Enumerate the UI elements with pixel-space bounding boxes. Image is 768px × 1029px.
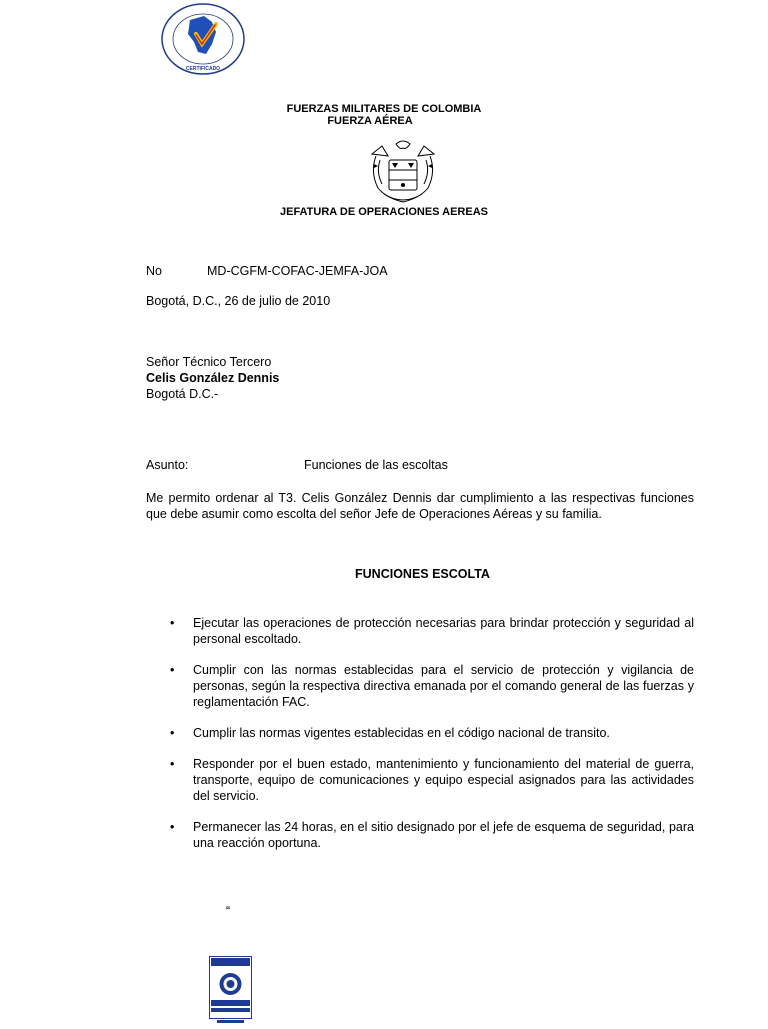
reference-number: MD-CGFM-COFAC-JEMFA-JOA — [207, 264, 388, 278]
branch-name: FUERZA AÉREA — [327, 115, 413, 127]
bullet-icon: • — [170, 726, 175, 740]
recipient-rank: Señor Técnico Tercero — [146, 355, 272, 369]
reference-label: No — [146, 264, 162, 278]
list-item — [170, 756, 694, 804]
letter-date: Bogotá, D.C., 26 de julio de 2010 — [146, 294, 331, 308]
bullet-icon: • — [170, 663, 175, 677]
section-title: FUNCIONES ESCOLTA — [355, 567, 490, 581]
function-text: Cumplir con las normas establecidas para el servicio de protección y vigilancia de personas, según la respectiva directiva emanada por el comando general de las fuerzas y reglamentación FAC. — [193, 663, 694, 709]
list-item — [170, 819, 694, 851]
subject-value: Funciones de las escoltas — [304, 458, 448, 472]
recipient-name: Celis González Dennis — [146, 371, 280, 385]
bullet-icon: • — [170, 757, 175, 771]
bullet-icon: • — [170, 616, 175, 630]
svg-text:CERTIFICADO: CERTIFICADO — [185, 66, 221, 72]
recipient-city: Bogotá D.C.- — [146, 387, 219, 401]
subject-label: Asunto: — [146, 458, 189, 472]
department-name: JEFATURA DE OPERACIONES AEREAS — [279, 206, 488, 218]
function-text: Responder por el buen estado, mantenimiento y funcionamiento del material de guerra, transporte, equipo de comunicaciones y equipo especial asignados para las actividades del servicio. — [193, 757, 694, 803]
function-text: Permanecer las 24 horas, en el sitio designado por el jefe de esquema de seguridad, para una reacción oportuna. — [193, 820, 694, 850]
list-item — [170, 662, 694, 710]
institution-name: FUERZAS MILITARES DE COLOMBIA — [286, 103, 482, 115]
stray-quote-mark: “ — [226, 904, 231, 918]
coat-of-arms — [366, 136, 440, 206]
quality-certification-seal — [160, 2, 246, 76]
function-text: Cumplir las normas vigentes establecidas en el código nacional de transito. — [193, 726, 610, 740]
list-item — [170, 725, 694, 741]
list-item — [170, 615, 694, 647]
function-text: Ejecutar las operaciones de protección necesarias para brindar protección y seguridad al personal escoltado. — [193, 616, 694, 646]
icontec-certification-seal — [209, 956, 252, 1024]
intro-paragraph: Me permito ordenar al T3. Celis González Dennis dar cumplimiento a las respectivas funciones que debe asumir como escolta del señor Jefe de Operaciones Aéreas y su familia. — [146, 491, 694, 521]
functions-list — [170, 615, 694, 866]
bullet-icon: • — [170, 820, 175, 834]
